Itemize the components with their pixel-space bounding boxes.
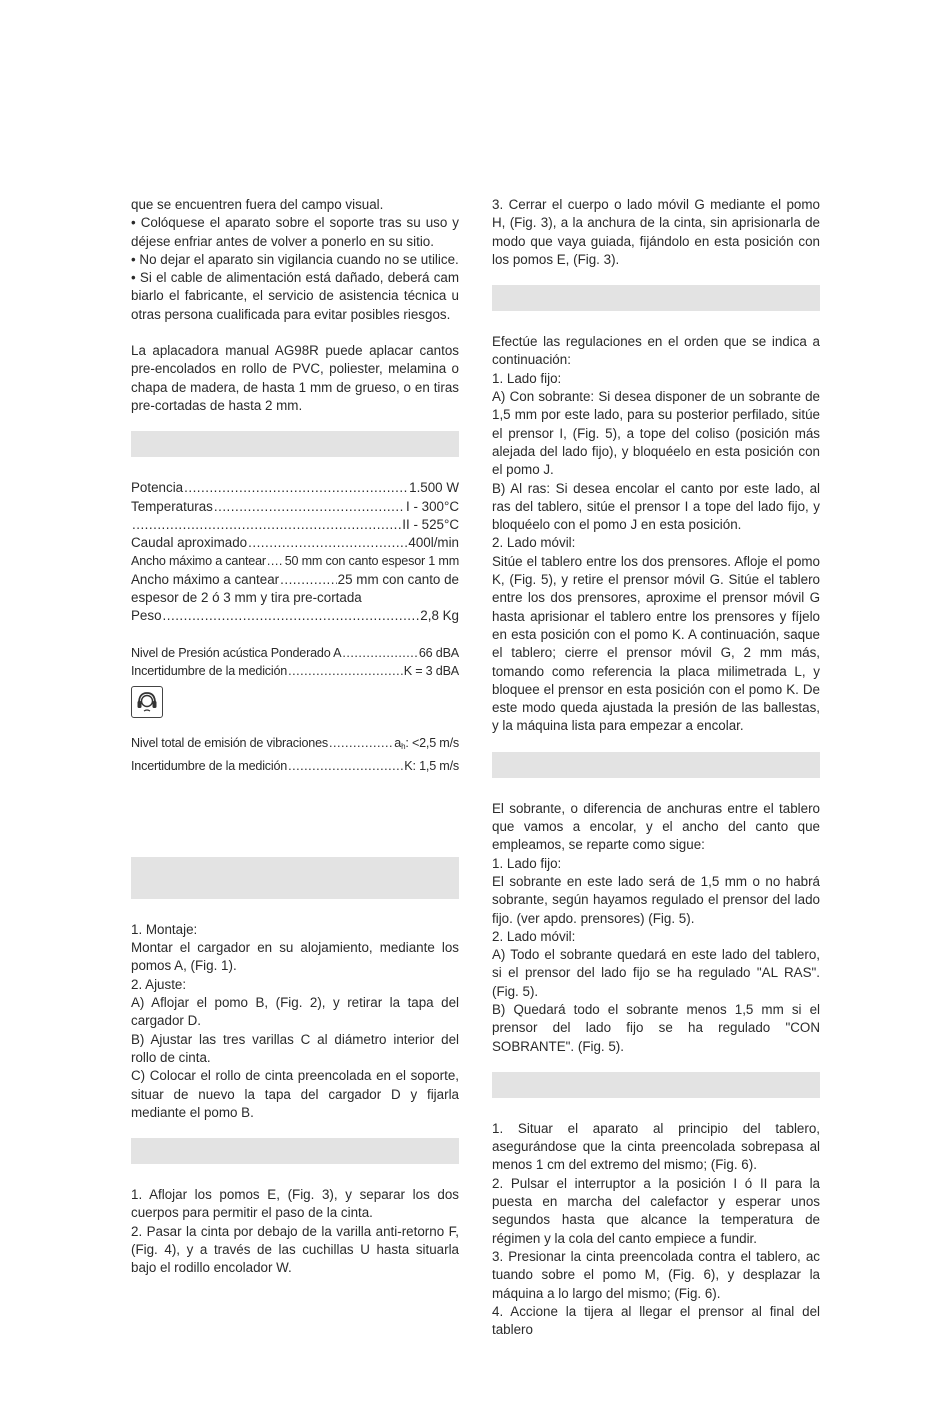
section-heading-bar (131, 857, 459, 899)
sobrante-line: A) Todo el sobrante quedará en este lado del tablero, si el prensor del lado fijo se ha regulado "AL RAS". (Fig. 5). (492, 947, 820, 999)
prensores-line: A) Con sobrante: Si desea disponer de un sobrante de 1,5 mm por este lado, para su posterior perfilado, sitúe el prensor I, (Fig. 5), a tope del coliso (posición más alejada del lado fijo), y bloquéelo en esta posición con el pomo J. (492, 389, 820, 478)
spec-value: II - 525°C (402, 516, 459, 532)
spec-label: Nivel total de emisión de vibraciones (131, 736, 329, 751)
intro-line: • No dejar el aparato sin vigilancia cuando no se utilice. (131, 251, 459, 267)
sobrante-line: 1. Lado fijo: (492, 855, 562, 871)
spec-label: Temperaturas (131, 498, 213, 514)
uso-line: 4. Accione la tijera al llegar el prensor al final del tablero (492, 1303, 820, 1338)
montaje-line: 2. Ajuste: (131, 976, 187, 992)
section-heading-bar (492, 285, 820, 311)
cinta-line: 2. Pasar la cinta por debajo de la varilla anti-retorno F, (Fig. 4), y a través de las cuchillas U hasta situarla bajo el rodillo encolador W. (131, 1223, 459, 1276)
sobrante-line: 2. Lado móvil: (492, 928, 576, 944)
vibration-subscript: h (401, 742, 406, 752)
uso-line: 3. Presionar la cinta preencolada contra el tablero, ac tuando sobre el pomo M, (Fig. 6), y desplazar la máquina a lo largo del mismo; (Fig. 6). (492, 1248, 820, 1301)
spec-value: I - 300°C (406, 498, 459, 514)
description-paragraph: La aplacadora manual AG98R puede aplacar cantos pre-encolados en rollo de PVC, poliester, melamina o chapa de madera, de hasta 1 mm de grueso, o en tiras pre-cortadas de hasta 2 mm. (131, 343, 459, 413)
spec-value: 400l/min (408, 535, 459, 551)
spec-label: Potencia (131, 480, 184, 496)
spec-label: Caudal aproximado (131, 535, 248, 551)
section-heading-bar (131, 431, 459, 457)
vibration-total (131, 734, 459, 756)
section-heading-bar (492, 752, 820, 778)
spec-temperatura-2 (131, 516, 459, 534)
spec-ancho-1 (131, 552, 459, 570)
right-column (492, 196, 820, 1339)
section-heading-bar (492, 1072, 820, 1098)
spec-label: Ancho máximo a cantear (131, 571, 280, 587)
uso-line: 2. Pulsar el interruptor a la posición I ó II para la puesta en marcha del calefactor y esperar unos segundos hasta que alcance la temperatura de régimen y la cola del canto empiece a fundir. (492, 1175, 820, 1246)
prensores-line: Efectúe las regulaciones en el orden que se indica a continuación: (492, 334, 820, 368)
cinta-continued: 3. Cerrar el cuerpo o lado móvil G mediante el pomo H, (Fig. 3), a la anchura de la cinta, sin aprisionarla de modo que vaya guiada, fijándolo en esta posición con los pomos E, (Fig. 3). (492, 197, 820, 267)
prensores-line: 1. Lado fijo: (492, 370, 562, 386)
spec-peso (131, 607, 459, 625)
vibration-value: : <2,5 m/s (405, 736, 459, 751)
vibration-uncertainty (131, 757, 459, 775)
left-column (131, 196, 459, 1278)
intro-line: que se encuentren fuera del campo visual. (131, 197, 384, 212)
spec-label: Ancho máximo a cantear (131, 554, 266, 569)
prensores-line: Sitúe el tablero entre los dos prensores. Afloje el pomo K, (Fig. 5), y retire el prensor móvil G. Sitúe el tablero entre los dos prensores, aproxime el prensor móvil G hasta aprisionar el tablero entre los prensores y fíjelo en esta posición con el pomo K. A continuación, saque el tablero; cierre el prensor móvil G, 2 mm más, tomando como referencia la placa milimetrada L, y bloquee el prensor en esta posición con el pomo K. De este modo queda ajustada la presión de las ballestas, y la máquina lista para empezar a encolar. (492, 553, 820, 734)
montaje-line: B) Ajustar las tres varillas C al diámetro interior del rollo de cinta. (131, 1031, 459, 1065)
montaje-line: A) Aflojar el pomo B, (Fig. 2), y retirar la tapa del cargador D. (131, 995, 459, 1029)
uso-line: 1. Situar el aparato al principio del tablero, asegurándose que la cinta preencolada sobrepasa al menos 1 cm del extremo del mismo; (Fig. 6). (492, 1120, 820, 1173)
spec-caudal (131, 534, 459, 552)
intro-line: • Si el cable de alimentación está dañado, deberá cam biarlo el fabricante, el servicio de asistencia técnica u otras persona cualificada para evitar posibles riesgos. (131, 270, 459, 322)
spec-value: 1.500 W (409, 480, 459, 496)
noise-pressure (131, 644, 459, 662)
spec-value (394, 734, 459, 756)
intro-line: • Colóquese el aparato sobre el soporte tras su uso y déjese enfriar antes de volver a ponerlo en su sitio. (131, 215, 459, 249)
noise-uncertainty (131, 662, 459, 680)
spec-temperaturas (131, 498, 459, 516)
spec-potencia (131, 479, 459, 497)
spec-value: 50 mm con canto espesor 1 mm (284, 554, 459, 569)
spec-label: Incertidumbre de la medición (131, 758, 288, 773)
spec-value: 25 mm con canto de (337, 571, 459, 587)
ear-protection-icon (131, 686, 163, 718)
spec-ancho-2 (131, 571, 459, 589)
spec-label: Incertidumbre de la medición (131, 663, 288, 678)
prensores-line: B) Al ras: Si desea encolar el canto por este lado, al ras del tablero, sitúe el prensor I a tope del lado fijo, y bloquéelo con el pomo J en esta posición. (492, 480, 820, 533)
spec-value: 2,8 Kg (420, 608, 459, 624)
sobrante-line: El sobrante, o diferencia de anchuras entre el tablero que vamos a encolar, y el ancho del canto que empleamos, se reparte como sigue: (492, 800, 820, 853)
spec-value: K: 1,5 m/s (404, 758, 459, 773)
cinta-line: 1. Aflojar los pomos E, (Fig. 3), y separar los dos cuerpos para permitir el paso de la cinta. (131, 1187, 459, 1221)
prensores-line: 2. Lado móvil: (492, 535, 576, 551)
montaje-line: 1. Montaje: (131, 921, 198, 937)
vibration-symbol: a (394, 736, 402, 751)
sobrante-line: El sobrante en este lado será de 1,5 mm o no habrá sobrante, según hayamos regulado el prensor del lado fijo. (ver apdo. prensores) (Fig. 5). (492, 873, 820, 926)
spec-value: 66 dBA (418, 645, 459, 660)
section-heading-bar (131, 1138, 459, 1164)
spec-value: K = 3 dBA (403, 663, 459, 678)
spec-label: Peso (131, 608, 162, 624)
spec-ancho-2-continued: espesor de 2 ó 3 mm y tira pre-cortada (131, 590, 362, 606)
montaje-line: C) Colocar el rollo de cinta preencolada en el soporte, situar de nuevo la tapa del cargador D y fijarla mediante el pomo B. (131, 1068, 459, 1120)
sobrante-line: B) Quedará todo el sobrante menos 1,5 mm si el prensor del lado fijo se ha regulado "CON SOBRANTE". (Fig. 5). (492, 1001, 820, 1054)
montaje-line: Montar el cargador en su alojamiento, mediante los pomos A, (Fig. 1). (131, 940, 459, 974)
spec-label: Nivel de Presión acústica Ponderado A (131, 645, 342, 660)
